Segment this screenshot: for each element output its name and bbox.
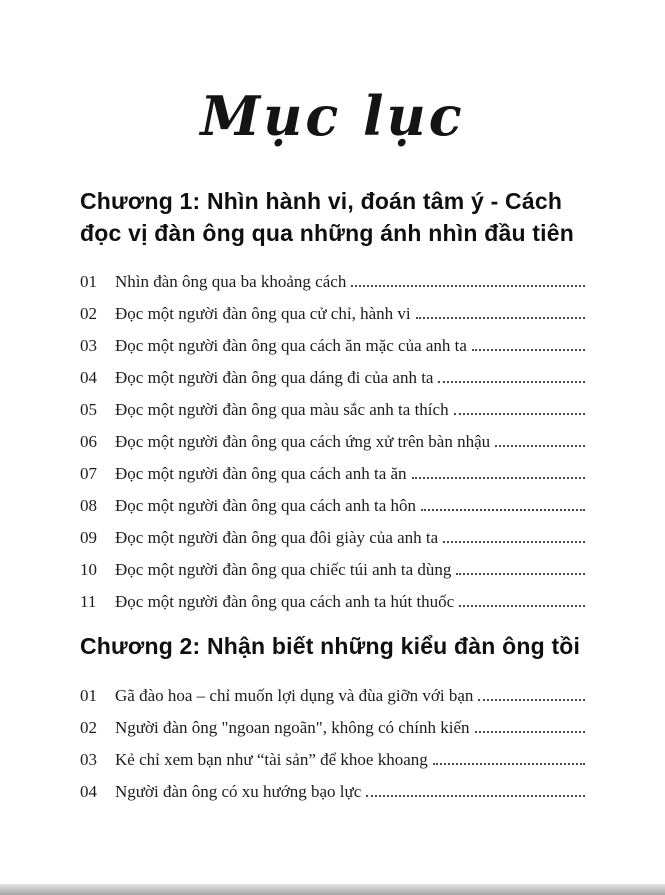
entry-number: 09 <box>80 528 97 548</box>
entry-number: 02 <box>80 304 97 324</box>
entry-title: Đọc một người đàn ông qua cách anh ta hôn <box>115 496 416 516</box>
chapters-container <box>80 186 585 801</box>
dotted-leader <box>416 317 585 319</box>
entry-number: 03 <box>80 750 97 770</box>
toc-entry <box>80 561 585 579</box>
toc-entry <box>80 529 585 547</box>
entry-number: 11 <box>80 592 97 612</box>
entry-title: Kẻ chỉ xem bạn như “tài sản” để khoe khoang <box>115 750 428 770</box>
toc-entry <box>80 465 585 483</box>
dotted-leader <box>495 445 585 447</box>
entry-title: Đọc một người đàn ông qua cách anh ta hút thuốc <box>115 592 455 612</box>
entry-number: 04 <box>80 368 97 388</box>
entry-list <box>80 687 585 801</box>
toc-entry <box>80 719 585 737</box>
entry-number: 06 <box>80 432 97 452</box>
dotted-leader <box>478 699 585 701</box>
chapter-heading: Chương 1: Nhìn hành vi, đoán tâm ý - Cách đọc vị đàn ông qua những ánh nhìn đầu tiên <box>80 188 574 246</box>
entry-number: 03 <box>80 336 97 356</box>
dotted-leader <box>475 731 585 733</box>
toc-entry <box>80 305 585 323</box>
chapter-heading: Chương 2: Nhận biết những kiểu đàn ông tồi <box>80 633 581 660</box>
entry-number: 01 <box>80 686 97 706</box>
dotted-leader <box>433 763 585 765</box>
entry-title: Đọc một người đàn ông qua chiếc túi anh ta dùng <box>115 560 452 580</box>
entry-title: Nhìn đàn ông qua ba khoảng cách <box>115 272 347 292</box>
page-title: Mục lục <box>200 84 465 148</box>
entry-number: 08 <box>80 496 97 516</box>
page-edge <box>0 884 665 895</box>
entry-title: Đọc một người đàn ông qua đôi giày của anh ta <box>115 528 439 548</box>
entry-list <box>80 273 585 611</box>
dotted-leader <box>459 605 585 607</box>
dotted-leader <box>412 477 585 479</box>
dotted-leader <box>472 349 585 351</box>
entry-number: 01 <box>80 272 97 292</box>
entry-number: 07 <box>80 464 97 484</box>
dotted-leader <box>456 573 585 575</box>
toc-entry <box>80 369 585 387</box>
entry-title: Đọc một người đàn ông qua cử chỉ, hành vi <box>115 304 411 324</box>
toc-entry <box>80 497 585 515</box>
toc-entry <box>80 783 585 801</box>
entry-title: Người đàn ông "ngoan ngoãn", không có chính kiến <box>115 718 470 738</box>
toc-entry <box>80 751 585 769</box>
toc-entry <box>80 401 585 419</box>
dotted-leader <box>351 285 585 287</box>
dotted-leader <box>443 541 585 543</box>
chapter-section <box>80 186 585 611</box>
toc-entry <box>80 433 585 451</box>
entry-number: 10 <box>80 560 97 580</box>
entry-title: Đọc một người đàn ông qua cách ứng xử trên bàn nhậu <box>115 432 491 452</box>
toc-entry <box>80 337 585 355</box>
toc-entry <box>80 593 585 611</box>
dotted-leader <box>454 413 585 415</box>
entry-title: Đọc một người đàn ông qua màu sắc anh ta thích <box>115 400 449 420</box>
entry-title: Người đàn ông có xu hướng bạo lực <box>115 782 362 802</box>
entry-number: 04 <box>80 782 97 802</box>
chapter-section <box>80 631 585 801</box>
entry-number: 05 <box>80 400 97 420</box>
entry-title: Đọc một người đàn ông qua cách ăn mặc của anh ta <box>115 336 467 356</box>
entry-title: Đọc một người đàn ông qua dáng đi của anh ta <box>115 368 434 388</box>
dotted-leader <box>438 381 585 383</box>
toc-entry <box>80 687 585 705</box>
toc-entry <box>80 273 585 291</box>
dotted-leader <box>421 509 585 511</box>
entry-title: Đọc một người đàn ông qua cách anh ta ăn <box>115 464 407 484</box>
entry-title: Gã đào hoa – chỉ muốn lợi dụng và đùa giỡn với bạn <box>115 686 474 706</box>
entry-number: 02 <box>80 718 97 738</box>
dotted-leader <box>366 795 585 797</box>
